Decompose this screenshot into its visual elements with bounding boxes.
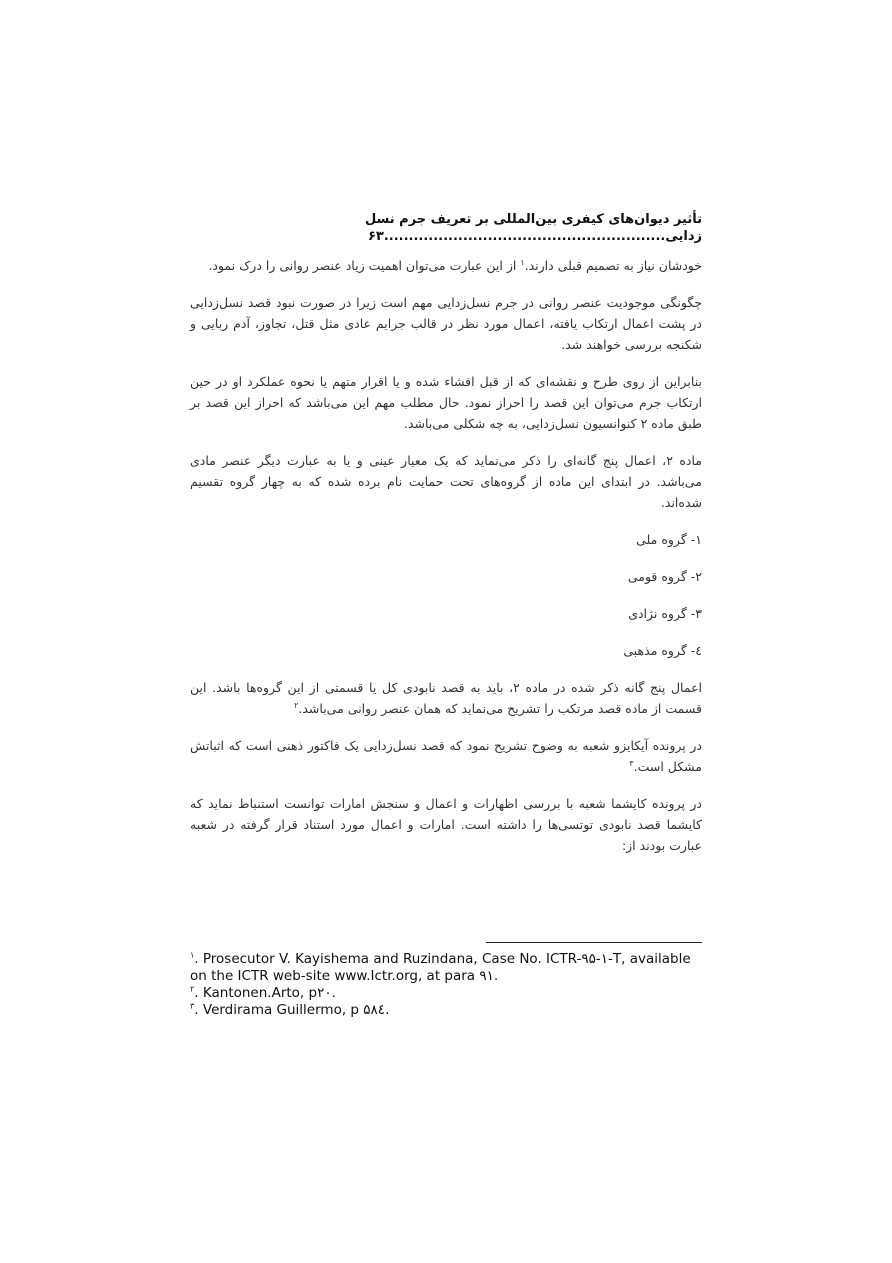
paragraph-5-text: اعمال پنج گانه ذکر شده در ماده ۲، باید به قصد نابودی کل یا قسمتی از این گروه‌ها باشد. این قسمت از ماده قصد مرتکب را تشریح می‌نماید که همان عنصر روانی می‌باشد. <box>190 680 702 716</box>
footnote-separator <box>486 942 702 943</box>
paragraph-1 <box>190 255 702 276</box>
list-item-religious: ٤- گروه مذهبی <box>623 643 702 658</box>
paragraph-6-text: در پرونده آیکایزو شعبه به وضوح تشریح نمود که قصد نسل‌زدایی یک فاکتور ذهنی است که اثباتش مشکل است. <box>190 738 702 774</box>
paragraph-7: در پرونده کایشما شعبه با بررسی اظهارات و اعمال و سنجش امارات توانست استنباط نماید که کایشما قصد نابودی توتسی‌ها را داشته است. امارات و اعمال مورد استناد قرار گرفته در شعبه عبارت بودند از: <box>190 796 702 853</box>
footnote-2-mark: ۲ <box>190 984 195 994</box>
paragraph-6 <box>190 735 702 777</box>
paragraph-1-text: خودشان نیاز به تصمیم قبلی دارند. <box>524 258 702 273</box>
list-item-racial: ۳- گروه نژادی <box>628 606 702 621</box>
header-title-line2: زدایی.........................................................۶۳ <box>367 229 702 244</box>
footnote-3-text: . Verdirama Guillermo, p ۵۸٤. <box>194 1002 390 1018</box>
paragraph-1-rest: از این عبارت می‌توان اهمیت زیاد عنصر روانی را درک نمود. <box>208 258 521 273</box>
paragraph-5 <box>190 677 702 719</box>
footnotes <box>190 951 702 1019</box>
footnote-2-text: . Kantonen.Arto, p۲۰. <box>194 985 336 1001</box>
footnote-1-mark: ۱ <box>190 950 195 960</box>
footnote-ref-3: ۳ <box>629 758 634 768</box>
footnote-ref-2: ۲ <box>294 700 299 710</box>
footnote-1 <box>190 951 702 985</box>
footnote-2 <box>190 985 702 1002</box>
footnote-1-text: . Prosecutor V. Kayishema and Ruzindana, Case No. ICTR-۹۵-۱-T, available on the ICTR web-site www.Ictr.org, at para ۹۱. <box>190 951 691 984</box>
footnote-3 <box>190 1002 702 1019</box>
paragraph-4: ماده ۲، اعمال پنج گانه‌ای را ذکر می‌نماید که یک معیار عینی و یا به عبارت دیگر عنصر مادی می‌باشد. در ابتدای این ماده از گروه‌های تحت حمایت نام برده شده که به چهار گروه تقسیم شده‌اند. <box>190 453 703 510</box>
footnote-3-mark: ۳ <box>190 1001 195 1011</box>
body-text <box>190 255 702 872</box>
running-header <box>190 211 702 245</box>
footnote-ref-1: ۱ <box>520 257 525 267</box>
list-item-national: ۱- گروه ملی <box>636 532 702 547</box>
paragraph-3: بنابراین از روی طرح و نقشه‌ای که از قبل افشاء شده و یا اقرار متهم یا نحوه عملکرد او در حین ارتکاب جرم می‌توان این قصد را احراز نمود. حال مطلب مهم این می‌باشد که احراز این قصد بر طبق ماده ۲ کنوانسیون نسل‌زدایی، به چه شکلی می‌باشد. <box>190 374 702 431</box>
paragraph-2: چگونگی موجودیت عنصر روانی در جرم نسل‌زدایی مهم است زیرا در صورت نبود قصد نسل‌زدایی در پشت اعمال ارتکاب یافته، اعمال مورد نظر در قالب جرایم عادی مثل قتل، تجاوز، آدم ربایی و شکنجه بررسی خواهند شد. <box>190 295 702 352</box>
header-title-line1: تأثیر دیوان‌های کیفری بین‌المللی بر تعریف جرم نسل <box>364 212 702 227</box>
list-item-ethnic: ۲- گروه قومی <box>627 569 702 584</box>
